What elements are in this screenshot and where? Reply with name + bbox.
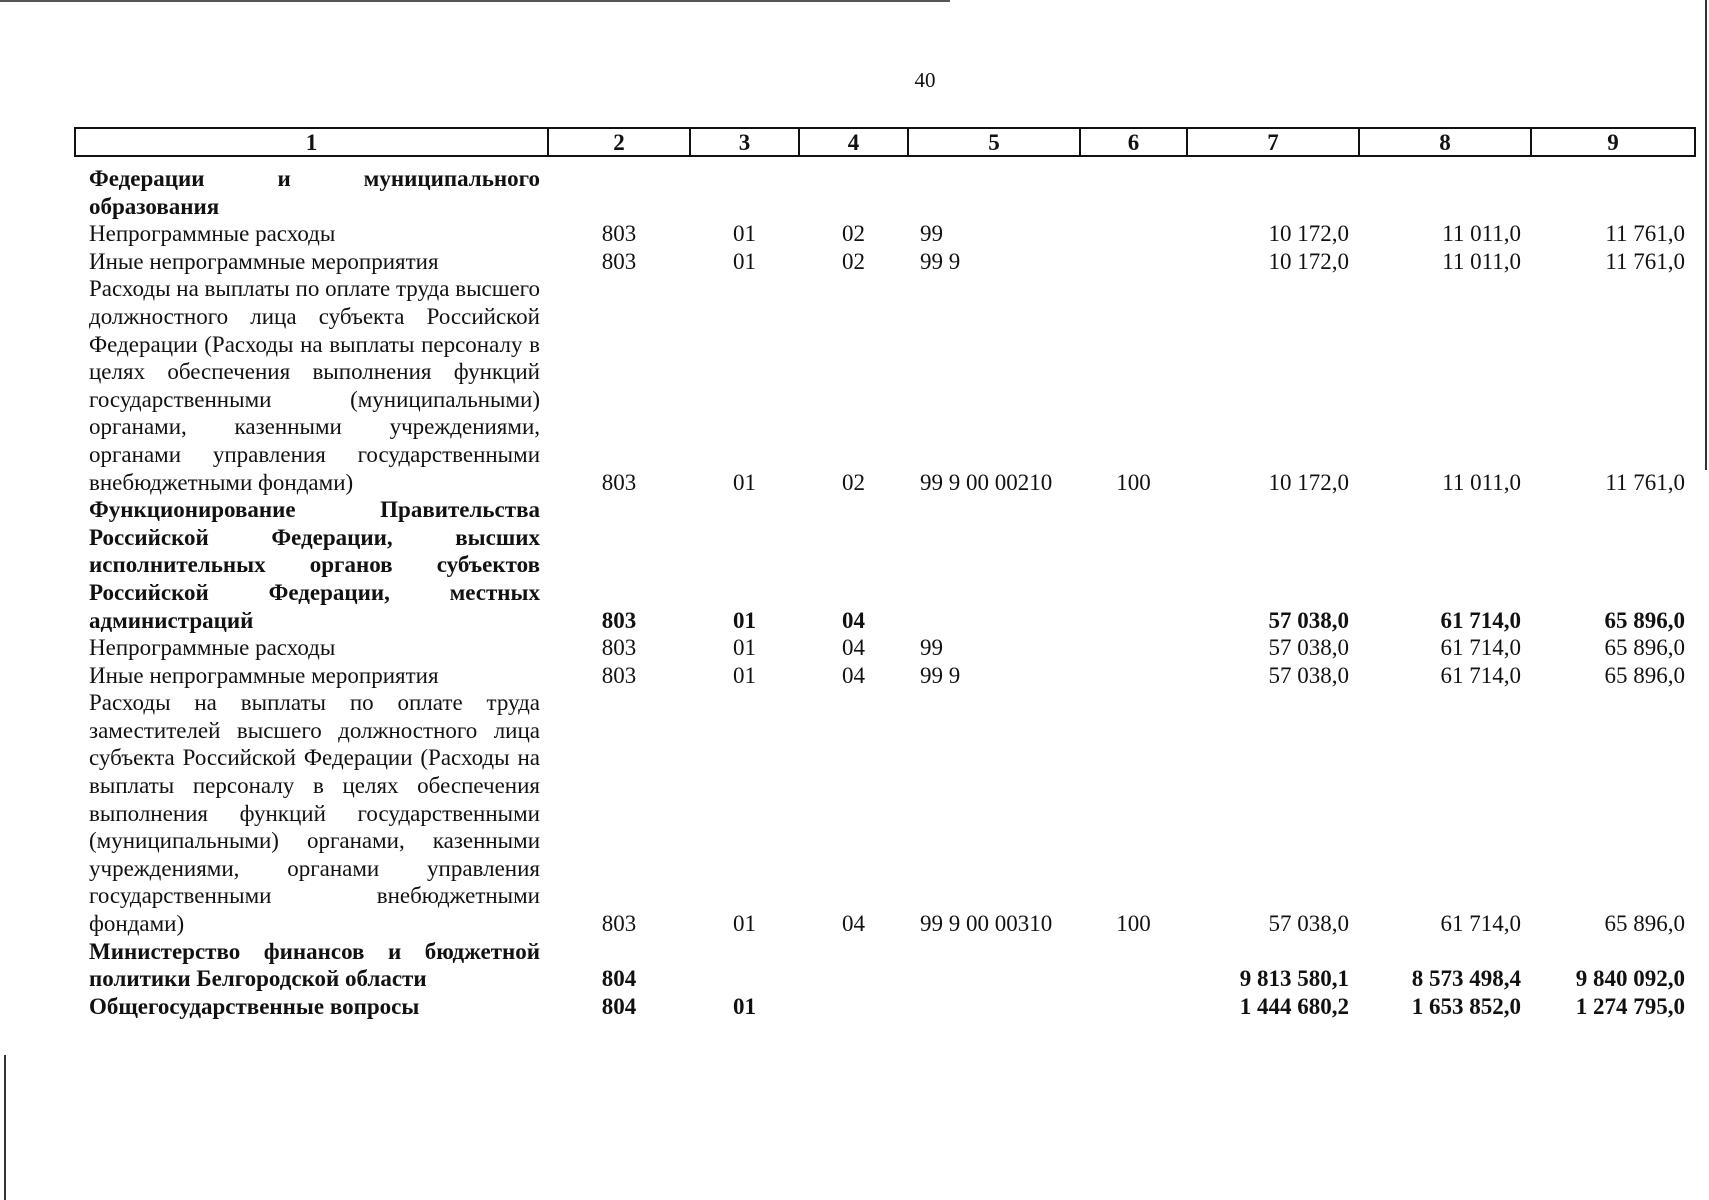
row-name: Иные непрограммные мероприятия	[89, 662, 439, 688]
budget-table	[74, 127, 1696, 1020]
col-7-amount: 10 172,0	[1268, 221, 1349, 247]
col-7-amount: 10 172,0	[1268, 469, 1349, 495]
col-7-amount: 57 038,0	[1268, 662, 1349, 688]
col-7-amount: 57 038,0	[1268, 607, 1349, 633]
col-2-ministry-code: 803	[601, 248, 637, 274]
header-cell-2: 2	[548, 128, 690, 156]
col-6-expense-type	[1080, 496, 1187, 634]
col-6-expense-type	[1080, 248, 1187, 276]
col-2-ministry-code	[548, 156, 690, 220]
col-6-expense-type	[1080, 220, 1187, 248]
col-4-subsection: 04	[842, 607, 865, 633]
col-9-amount: 65 896,0	[1604, 662, 1685, 688]
row-name: Непрограммные расходы	[89, 221, 336, 247]
col-9-amount: 65 896,0	[1604, 607, 1685, 633]
col-7-amount	[1187, 156, 1359, 220]
header-cell-8: 8	[1359, 128, 1531, 156]
col-5-target-article	[908, 993, 1080, 1021]
col-9-amount	[1531, 156, 1695, 220]
col-8-amount: 61 714,0	[1440, 607, 1521, 633]
col-3-section: 01	[733, 607, 756, 633]
header-cell-7: 7	[1187, 128, 1359, 156]
col-7-amount: 10 172,0	[1268, 248, 1349, 274]
table-row	[75, 496, 1695, 634]
header-cell-1: 1	[75, 128, 548, 156]
page-number: 40	[914, 68, 936, 92]
col-2-ministry-code: 803	[601, 911, 637, 937]
col-8-amount: 8 573 498,4	[1411, 966, 1521, 992]
col-5-target-article: 99	[920, 635, 943, 661]
col-5-target-article: 99 9 00 00210	[920, 469, 1053, 495]
col-8-amount: 11 011,0	[1442, 469, 1521, 495]
col-9-amount: 11 761,0	[1605, 469, 1685, 495]
col-3-section	[690, 156, 799, 220]
table-row	[75, 156, 1695, 220]
table-row	[75, 689, 1695, 937]
table-row	[75, 993, 1695, 1021]
col-4-subsection: 02	[842, 248, 865, 274]
col-8-amount: 61 714,0	[1440, 662, 1521, 688]
col-5-target-article	[908, 496, 1080, 634]
col-6-expense-type: 100	[1116, 469, 1151, 495]
col-9-amount: 9 840 092,0	[1575, 966, 1685, 992]
col-4-subsection	[799, 156, 908, 220]
col-3-section: 01	[733, 635, 756, 661]
col-4-subsection: 02	[842, 469, 865, 495]
col-3-section: 01	[733, 911, 756, 937]
col-2-ministry-code: 803	[601, 469, 637, 495]
scan-edge-top	[0, 0, 950, 2]
col-2-ministry-code: 804	[601, 993, 637, 1019]
scan-edge-left	[4, 1055, 6, 1200]
col-3-section: 01	[733, 221, 756, 247]
col-9-amount: 11 761,0	[1605, 248, 1685, 274]
col-3-section: 01	[733, 248, 756, 274]
col-7-amount: 57 038,0	[1268, 635, 1349, 661]
row-name: Федерации и муниципального образования	[89, 166, 540, 219]
row-name: Общегосударственные вопросы	[89, 993, 420, 1019]
col-5-target-article: 99 9	[920, 662, 961, 688]
col-3-section: 01	[733, 993, 756, 1019]
col-2-ministry-code: 803	[601, 662, 637, 688]
row-name: Расходы на выплаты по оплате труда высшего должностного лица субъекта Российской Федерации (Расходы на выплаты персоналу в целях обеспечения выполнения функций государственными (муниципальными) органами, казенными учреждениями, органами управления государственными внебюджетными фондами)	[89, 276, 541, 495]
table-row	[75, 248, 1695, 276]
col-8-amount: 61 714,0	[1440, 911, 1521, 937]
col-5-target-article: 99 9	[920, 248, 961, 274]
col-6-expense-type	[1080, 634, 1187, 662]
header-cell-3: 3	[690, 128, 799, 156]
col-2-ministry-code: 803	[601, 635, 637, 661]
row-name: Функционирование Правительства Российской Федерации, высших исполнительных органов субъектов Российской Федерации, местных администраций	[89, 497, 540, 633]
col-3-section	[690, 938, 799, 993]
col-2-ministry-code: 803	[601, 221, 637, 247]
row-name: Министерство финансов и бюджетной политики Белгородской области	[89, 938, 540, 992]
col-9-amount: 65 896,0	[1604, 911, 1685, 937]
col-6-expense-type	[1080, 993, 1187, 1021]
col-3-section: 01	[733, 662, 756, 688]
col-9-amount: 11 761,0	[1605, 221, 1685, 247]
col-2-ministry-code: 804	[601, 966, 637, 992]
col-7-amount: 57 038,0	[1268, 911, 1349, 937]
row-name: Иные непрограммные мероприятия	[89, 248, 439, 274]
table-row	[75, 662, 1695, 690]
col-8-amount: 61 714,0	[1440, 635, 1521, 661]
col-6-expense-type	[1080, 938, 1187, 993]
header-cell-4: 4	[799, 128, 908, 156]
header-cell-6: 6	[1080, 128, 1187, 156]
col-4-subsection: 04	[842, 635, 865, 661]
header-cell-9: 9	[1531, 128, 1695, 156]
col-5-target-article: 99	[920, 221, 943, 247]
col-4-subsection: 02	[842, 221, 865, 247]
col-5-target-article	[908, 938, 1080, 993]
col-4-subsection: 04	[842, 662, 865, 688]
col-3-section: 01	[733, 469, 756, 495]
table-header	[75, 128, 1695, 156]
col-9-amount: 65 896,0	[1604, 635, 1685, 661]
header-row	[75, 128, 1695, 156]
col-7-amount: 1 444 680,2	[1239, 993, 1349, 1019]
table-row	[75, 220, 1695, 248]
col-5-target-article	[908, 156, 1080, 220]
row-name: Расходы на выплаты по оплате труда заместителей высшего должностного лица субъекта Российской Федерации (Расходы на выплаты персоналу в целях обеспечения выполнения функций государственными (муниципальными) органами, казенными учреждениями, органами управления государственными внебюджетными фондами)	[89, 690, 540, 937]
col-8-amount	[1359, 156, 1531, 220]
col-5-target-article: 99 9 00 00310	[920, 911, 1053, 937]
col-4-subsection	[799, 993, 908, 1021]
col-6-expense-type	[1080, 662, 1187, 690]
col-6-expense-type: 100	[1116, 911, 1151, 937]
col-8-amount: 1 653 852,0	[1411, 993, 1521, 1019]
table-row	[75, 634, 1695, 662]
col-8-amount: 11 011,0	[1442, 221, 1521, 247]
table-body	[75, 156, 1695, 1020]
scan-edge-right	[1705, 0, 1707, 470]
col-4-subsection	[799, 938, 908, 993]
col-4-subsection: 04	[842, 911, 865, 937]
col-8-amount: 11 011,0	[1442, 248, 1521, 274]
row-name: Непрограммные расходы	[89, 635, 336, 661]
col-7-amount: 9 813 580,1	[1239, 966, 1349, 992]
col-2-ministry-code: 803	[601, 607, 637, 633]
col-6-expense-type	[1080, 156, 1187, 220]
table-row	[75, 275, 1695, 496]
table-row	[75, 938, 1695, 993]
header-cell-5: 5	[908, 128, 1080, 156]
col-9-amount: 1 274 795,0	[1575, 993, 1685, 1019]
